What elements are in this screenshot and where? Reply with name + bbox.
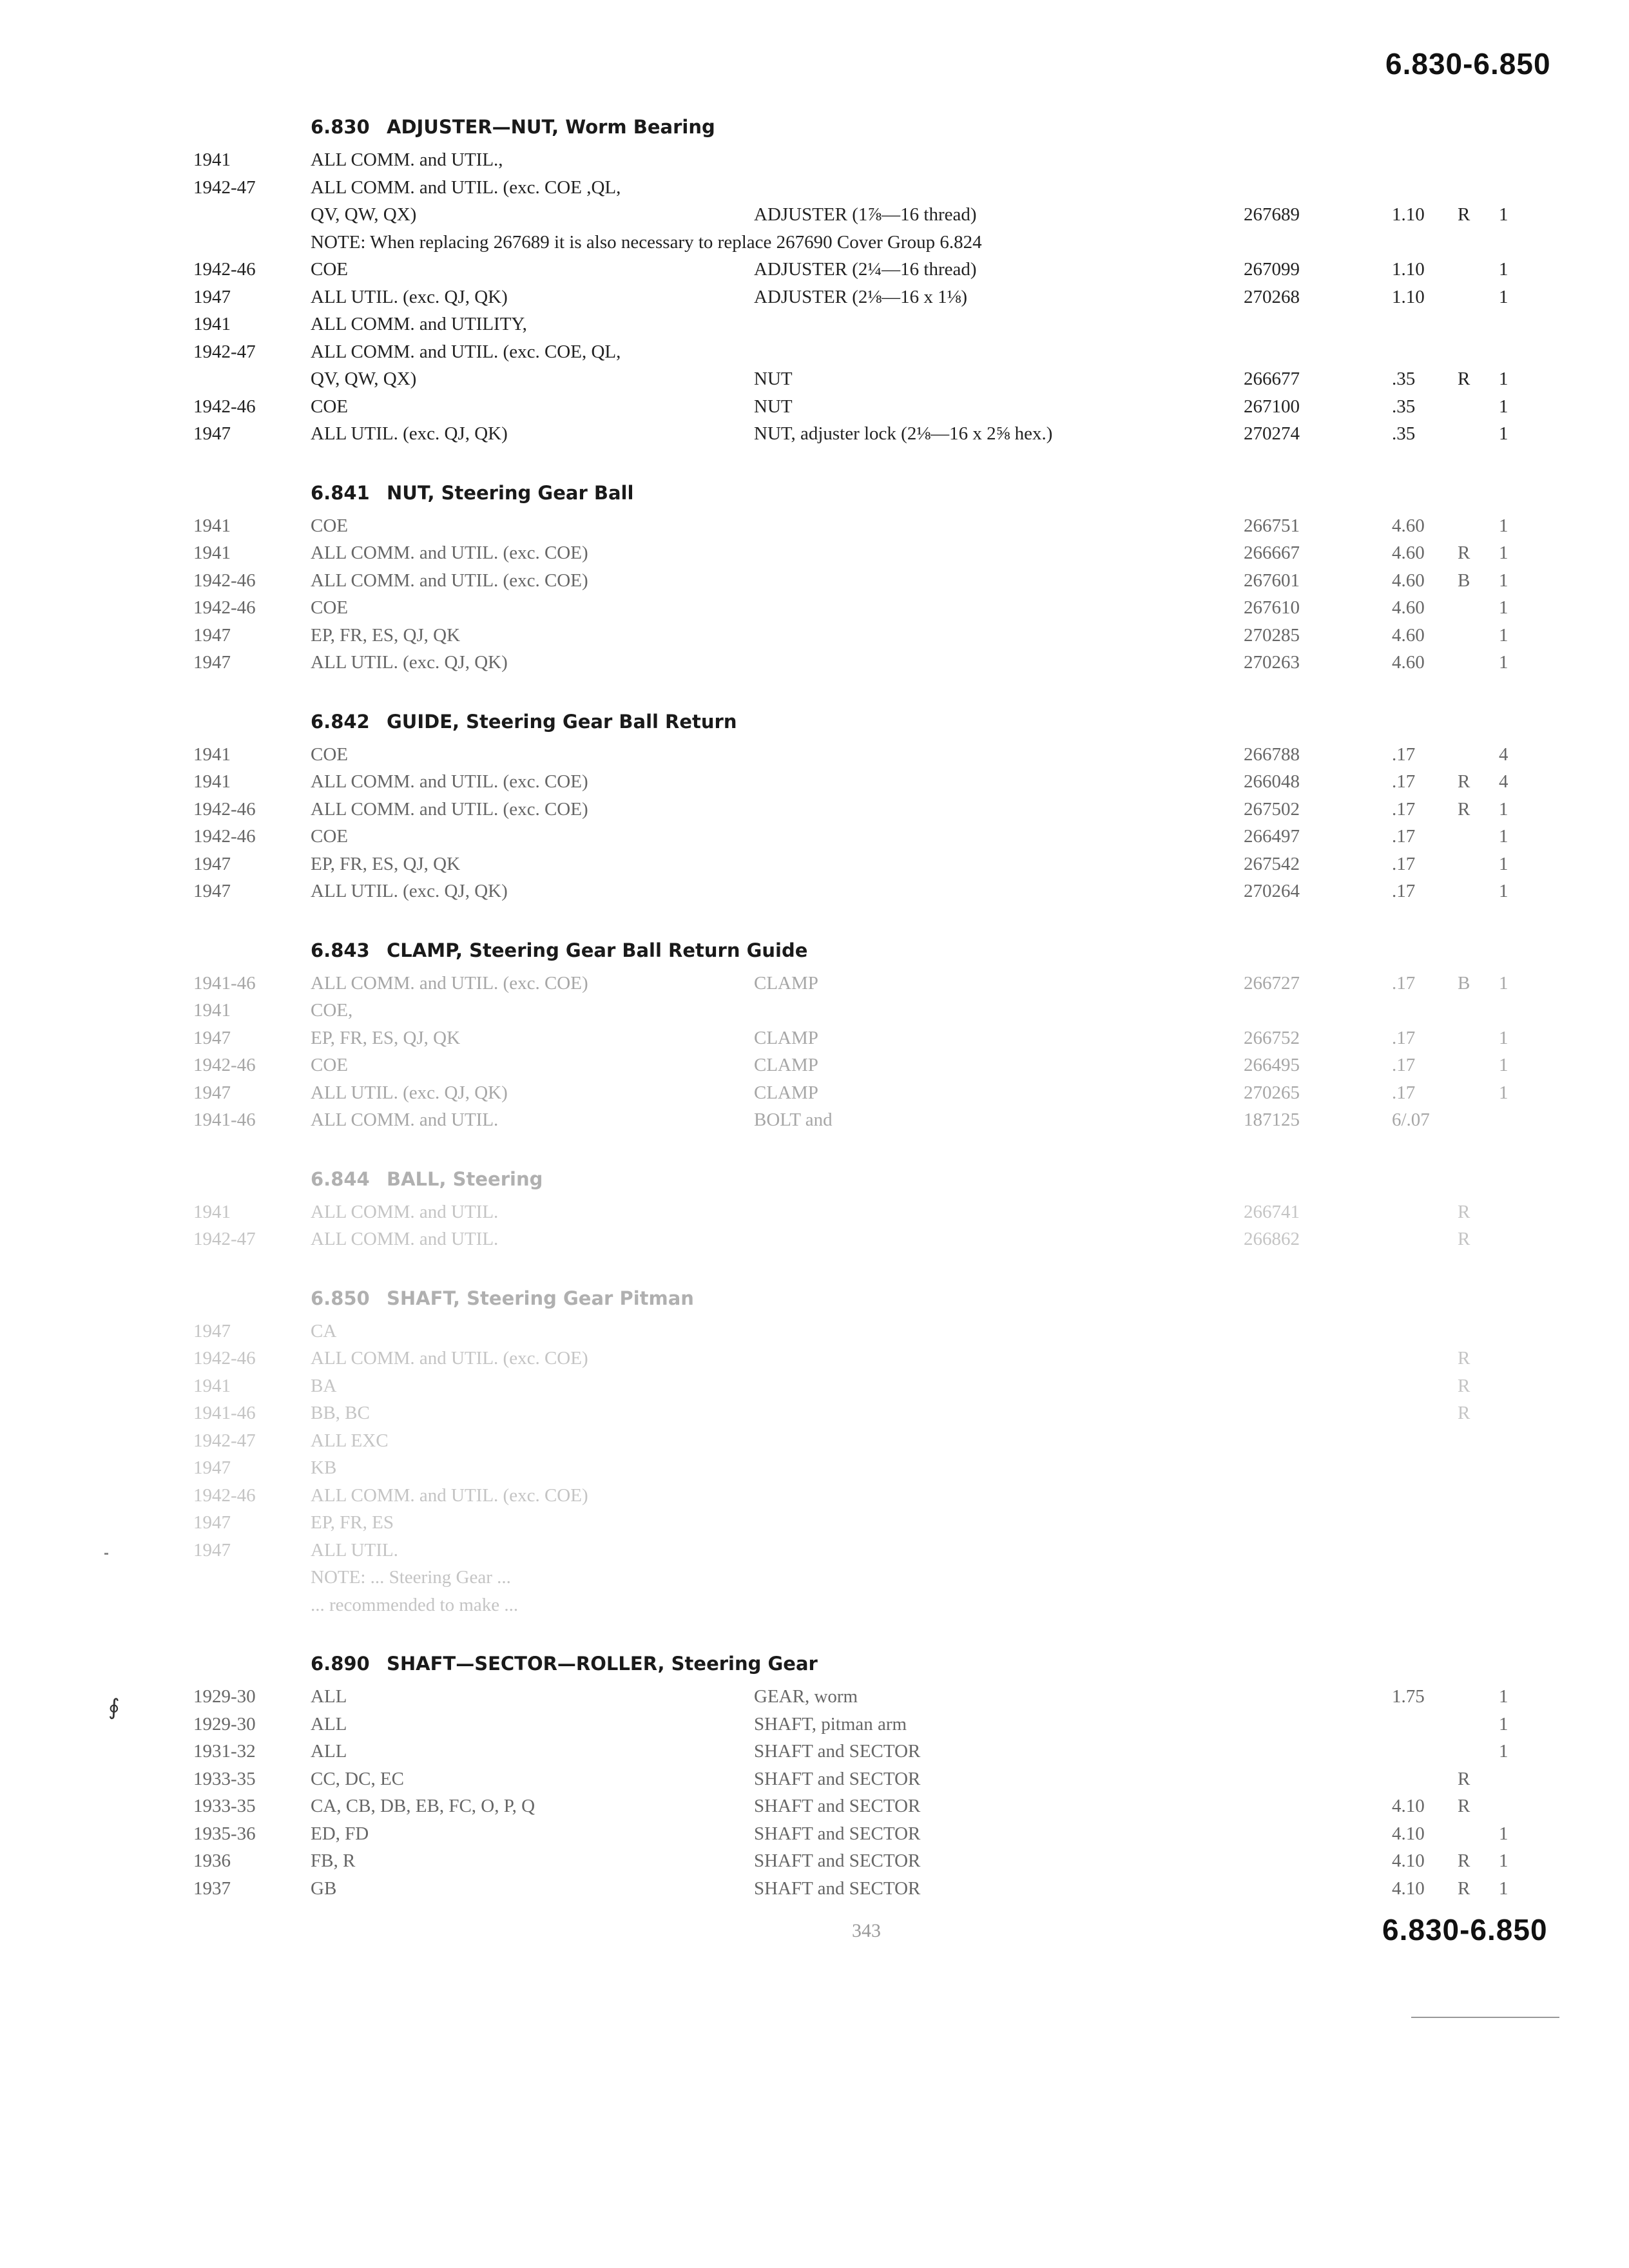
model-year: 1947: [193, 853, 231, 874]
status-flag: R: [1458, 1796, 1470, 1816]
corner-rule: [1411, 2017, 1559, 2018]
status-flag: R: [1458, 543, 1470, 563]
table-row: [193, 597, 1521, 625]
table-row: [193, 177, 1521, 205]
application: ALL COMM. and UTIL.: [311, 1229, 499, 1249]
part-description: CLAMP: [754, 972, 818, 994]
part-number: 266788: [1244, 744, 1300, 765]
quantity: 1: [1499, 1823, 1509, 1844]
list-price: 4.60: [1392, 652, 1425, 673]
part-description: SHAFT and SECTOR: [754, 1741, 921, 1762]
table-row: [193, 973, 1521, 1001]
model-year: 1942-46: [193, 570, 256, 591]
application: COE: [311, 744, 348, 765]
application: FB, R: [311, 1850, 356, 1871]
model-year: 1933-35: [193, 1768, 256, 1789]
table-row: [193, 1028, 1521, 1055]
table-row: [193, 1376, 1521, 1403]
model-year: 1942-46: [193, 1055, 256, 1075]
quantity: 1: [1499, 798, 1509, 820]
table-row: [193, 881, 1521, 908]
section-6-841: [193, 482, 1521, 680]
list-price: 4.60: [1392, 570, 1425, 591]
table-row: [193, 1348, 1521, 1376]
list-price: .35: [1392, 396, 1416, 417]
section-title: BALL, Steering: [387, 1168, 543, 1190]
model-year: 1947: [193, 1320, 231, 1341]
table-row: [193, 543, 1521, 570]
table-row: [193, 1110, 1521, 1137]
part-number: 267502: [1244, 798, 1300, 820]
table-row: [193, 1686, 1521, 1714]
list-price: .35: [1392, 423, 1416, 444]
part-description: ADJUSTER (1⅞—16 thread): [754, 204, 977, 225]
application: ALL COMM. and UTIL.: [311, 1110, 499, 1130]
application: ALL COMM. and UTIL. (exc. COE): [311, 1485, 588, 1506]
application: ALL COMM. and UTIL. (exc. COE): [311, 771, 588, 792]
application: ALL COMM. and UTIL.,: [311, 149, 503, 170]
list-price: 4.10: [1392, 1796, 1425, 1816]
model-year: 1947: [193, 652, 231, 673]
quantity: 1: [1499, 286, 1509, 307]
application: COE,: [311, 1000, 353, 1021]
section-heading: [311, 1287, 1521, 1321]
quantity: 1: [1499, 881, 1509, 901]
model-year: 1942-47: [193, 177, 256, 198]
status-flag: R: [1458, 798, 1470, 820]
part-number: 266862: [1244, 1229, 1300, 1249]
part-description: CLAMP: [754, 1082, 818, 1103]
part-number: 266741: [1244, 1201, 1300, 1222]
section-heading: [311, 711, 1521, 744]
quantity: 1: [1499, 1027, 1509, 1048]
model-year: 1941: [193, 744, 231, 765]
quantity: 1: [1499, 543, 1509, 563]
model-year: 1942-46: [193, 1485, 256, 1506]
section-heading: [311, 482, 1521, 515]
table-row: [193, 625, 1521, 653]
application: GB: [311, 1878, 337, 1899]
quantity: 1: [1499, 1878, 1509, 1899]
application: ALL UTIL. (exc. QJ, QK): [311, 652, 508, 673]
application: ALL UTIL. (exc. QJ, QK): [311, 286, 508, 307]
part-description: GEAR, worm: [754, 1686, 858, 1707]
table-row: [193, 570, 1521, 598]
application: QV, QW, QX): [311, 204, 417, 225]
part-number: 266727: [1244, 972, 1300, 994]
model-year: 1942-46: [193, 396, 256, 417]
status-flag: R: [1458, 369, 1470, 389]
application: ALL COMM. and UTILITY,: [311, 314, 527, 334]
application: ALL COMM. and UTIL. (exc. COE): [311, 972, 588, 994]
model-year: 1942-46: [193, 597, 256, 618]
model-year: 1947: [193, 1539, 231, 1561]
list-price: .17: [1392, 798, 1416, 820]
application: QV, QW, QX): [311, 369, 417, 389]
list-price: 1.75: [1392, 1686, 1425, 1707]
table-row: [193, 423, 1521, 451]
quantity: 1: [1499, 1055, 1509, 1075]
section-heading: [311, 116, 1521, 149]
application: ALL UTIL. (exc. QJ, QK): [311, 1082, 508, 1103]
part-number: 270264: [1244, 881, 1300, 901]
list-price: 4.60: [1392, 515, 1425, 536]
list-price: .17: [1392, 972, 1416, 994]
section-number: 6.843: [311, 939, 370, 961]
table-row: [193, 1796, 1521, 1823]
table-row: [193, 396, 1521, 424]
part-description: NUT: [754, 396, 793, 417]
model-year: 1942-46: [193, 798, 256, 820]
application: ALL COMM. and UTIL. (exc. COE): [311, 543, 588, 563]
status-flag: R: [1458, 1850, 1470, 1871]
model-year: 1929-30: [193, 1713, 256, 1735]
application: ALL: [311, 1713, 347, 1735]
model-year: 1941-46: [193, 972, 256, 994]
part-number: 187125: [1244, 1110, 1300, 1130]
table-row: [193, 341, 1521, 369]
table-row: [193, 1403, 1521, 1430]
table-row: [193, 1485, 1521, 1513]
part-description: NUT: [754, 369, 793, 389]
section-heading: [311, 1653, 1521, 1686]
model-year: 1947: [193, 286, 231, 307]
model-year: 1941-46: [193, 1403, 256, 1423]
part-number: 270285: [1244, 624, 1300, 646]
model-year: 1947: [193, 1512, 231, 1533]
quantity: 1: [1499, 1686, 1509, 1707]
model-year: 1942-46: [193, 1348, 256, 1369]
quantity: 1: [1499, 259, 1509, 280]
part-description: SHAFT and SECTOR: [754, 1768, 921, 1789]
quantity: 1: [1499, 396, 1509, 417]
table-row: [193, 1741, 1521, 1769]
section-number: 6.844: [311, 1168, 370, 1190]
part-number: 267099: [1244, 259, 1300, 280]
list-price: .17: [1392, 744, 1416, 765]
model-year: 1941: [193, 543, 231, 563]
part-description: SHAFT and SECTOR: [754, 1878, 921, 1899]
quantity: 1: [1499, 515, 1509, 536]
model-year: 1931-32: [193, 1741, 256, 1762]
part-number: 266048: [1244, 771, 1300, 792]
part-number: 270263: [1244, 652, 1300, 673]
section-6-842: [193, 711, 1521, 908]
model-year: 1941: [193, 1000, 231, 1021]
quantity: 1: [1499, 972, 1509, 994]
note-line: [193, 1595, 1521, 1622]
application: COE: [311, 259, 348, 280]
section-6-830: [193, 116, 1521, 451]
application: CC, DC, EC: [311, 1768, 405, 1789]
table-row: [193, 287, 1521, 314]
list-price: 1.10: [1392, 259, 1425, 280]
application: COE: [311, 597, 348, 618]
model-year: 1942-47: [193, 1430, 256, 1451]
application: ALL COMM. and UTIL. (exc. COE, QL,: [311, 341, 621, 362]
application: ALL COMM. and UTIL. (exc. COE ,QL,: [311, 177, 621, 198]
table-row: [193, 1082, 1521, 1110]
model-year: 1942-47: [193, 341, 256, 362]
application: ALL UTIL. (exc. QJ, QK): [311, 423, 508, 444]
table-row: [193, 369, 1521, 396]
model-year: 1935-36: [193, 1823, 256, 1844]
status-flag: R: [1458, 1229, 1470, 1249]
model-year: 1941: [193, 1201, 231, 1222]
quantity: 4: [1499, 771, 1509, 792]
list-price: .17: [1392, 1027, 1416, 1048]
application: EP, FR, ES, QJ, QK: [311, 853, 461, 874]
list-price: .17: [1392, 881, 1416, 901]
section-6-844: [193, 1168, 1521, 1256]
application: ALL COMM. and UTIL. (exc. COE): [311, 798, 588, 820]
application: ALL COMM. and UTIL. (exc. COE): [311, 1348, 588, 1369]
table-row: [193, 314, 1521, 341]
list-price: .17: [1392, 1055, 1416, 1075]
application: ALL UTIL.: [311, 1539, 398, 1561]
page-number: 343: [852, 1920, 881, 1941]
part-number: 266495: [1244, 1055, 1300, 1075]
table-row: [193, 259, 1521, 287]
table-row: [193, 744, 1521, 772]
part-number: 267542: [1244, 853, 1300, 874]
section-title: GUIDE, Steering Gear Ball Return: [387, 710, 737, 733]
model-year: 1929-30: [193, 1686, 256, 1707]
table-row: [193, 1229, 1521, 1256]
part-number: 267689: [1244, 204, 1300, 225]
part-number: 270274: [1244, 423, 1300, 444]
list-price: 4.10: [1392, 1850, 1425, 1871]
table-row: [193, 1714, 1521, 1742]
part-description: SHAFT and SECTOR: [754, 1796, 921, 1816]
part-number: 267610: [1244, 597, 1300, 618]
status-flag: R: [1458, 771, 1470, 792]
part-description: SHAFT, pitman arm: [754, 1713, 907, 1735]
table-row: [193, 1769, 1521, 1796]
list-price: .17: [1392, 853, 1416, 874]
table-row: [193, 1512, 1521, 1540]
model-year: 1941: [193, 515, 231, 536]
section-6-843: [193, 939, 1521, 1137]
quantity: 1: [1499, 853, 1509, 874]
table-row: [193, 1457, 1521, 1485]
part-description: BOLT and: [754, 1110, 833, 1130]
model-year: 1941: [193, 771, 231, 792]
status-flag: R: [1458, 1403, 1470, 1423]
application: COE: [311, 515, 348, 536]
part-number: 266667: [1244, 543, 1300, 563]
model-year: 1947: [193, 1457, 231, 1478]
part-description: ADJUSTER (2⅛—16 x 1⅛): [754, 286, 968, 307]
section-heading: [311, 939, 1521, 973]
list-price: 1.10: [1392, 286, 1425, 307]
quantity: 1: [1499, 1741, 1509, 1762]
list-price: 4.10: [1392, 1878, 1425, 1899]
quantity: 1: [1499, 624, 1509, 646]
quantity: 1: [1499, 1850, 1509, 1871]
table-row: [193, 771, 1521, 799]
table-row: [193, 854, 1521, 881]
table-row: [193, 149, 1521, 177]
application: COE: [311, 1055, 348, 1075]
quantity: 1: [1499, 204, 1509, 225]
note-text: NOTE: ... Steering Gear ...: [311, 1567, 511, 1588]
page-code-bottom: 6.830-6.850: [1382, 1913, 1548, 1946]
status-flag: R: [1458, 1768, 1470, 1789]
part-number: 266752: [1244, 1027, 1300, 1048]
model-year: 1942-46: [193, 826, 256, 847]
part-number: 266677: [1244, 369, 1300, 389]
application: COE: [311, 396, 348, 417]
application: BA: [311, 1375, 337, 1396]
model-year: 1941: [193, 149, 231, 170]
note-line: [193, 232, 1521, 260]
list-price: 6/.07: [1392, 1110, 1430, 1130]
table-row: [193, 1430, 1521, 1458]
part-description: NUT, adjuster lock (2⅛—16 x 2⅝ hex.): [754, 423, 1053, 444]
table-row: [193, 515, 1521, 543]
part-number: 267601: [1244, 570, 1300, 591]
note-text: ... recommended to make ...: [311, 1594, 519, 1615]
section-title: ADJUSTER—NUT, Worm Bearing: [387, 116, 715, 138]
part-number: 266751: [1244, 515, 1300, 536]
status-flag: R: [1458, 204, 1470, 225]
parts-catalog: [193, 116, 1521, 1936]
model-year: 1947: [193, 1082, 231, 1103]
part-number: 267100: [1244, 396, 1300, 417]
section-heading: [311, 1168, 1521, 1202]
table-row: [193, 826, 1521, 854]
list-price: .17: [1392, 826, 1416, 847]
part-number: 270268: [1244, 286, 1300, 307]
status-flag: R: [1458, 1878, 1470, 1899]
part-description: ADJUSTER (2¼—16 thread): [754, 259, 977, 280]
application: COE: [311, 826, 348, 847]
status-flag: R: [1458, 1348, 1470, 1369]
quantity: 1: [1499, 570, 1509, 591]
section-6-890: [193, 1653, 1521, 1905]
table-row: [193, 204, 1521, 232]
table-row: [193, 1000, 1521, 1028]
section-6-850: [193, 1287, 1521, 1622]
list-price: .17: [1392, 771, 1416, 792]
list-price: 4.60: [1392, 624, 1425, 646]
scan-speck: [104, 1553, 108, 1555]
application: KB: [311, 1457, 337, 1478]
application: EP, FR, ES, QJ, QK: [311, 624, 461, 646]
application: CA: [311, 1320, 337, 1341]
table-row: [193, 1878, 1521, 1906]
list-price: 4.60: [1392, 597, 1425, 618]
status-flag: B: [1458, 570, 1470, 591]
margin-mark: ∮: [108, 1696, 120, 1720]
application: ALL: [311, 1686, 347, 1707]
application: EP, FR, ES, QJ, QK: [311, 1027, 461, 1048]
section-title: CLAMP, Steering Gear Ball Return Guide: [387, 939, 808, 961]
quantity: 1: [1499, 826, 1509, 847]
application: ALL EXC: [311, 1430, 389, 1451]
model-year: 1936: [193, 1850, 231, 1871]
status-flag: R: [1458, 1201, 1470, 1222]
model-year: 1947: [193, 881, 231, 901]
quantity: 1: [1499, 369, 1509, 389]
quantity: 1: [1499, 423, 1509, 444]
note-line: [193, 1567, 1521, 1595]
quantity: 1: [1499, 597, 1509, 618]
model-year: 1937: [193, 1878, 231, 1899]
part-description: SHAFT and SECTOR: [754, 1850, 921, 1871]
model-year: 1941-46: [193, 1110, 256, 1130]
application: ALL COMM. and UTIL.: [311, 1201, 499, 1222]
section-number: 6.841: [311, 481, 370, 504]
part-description: CLAMP: [754, 1055, 818, 1075]
section-number: 6.830: [311, 116, 370, 138]
model-year: 1947: [193, 423, 231, 444]
model-year: 1942-47: [193, 1229, 256, 1249]
status-flag: B: [1458, 972, 1470, 994]
table-row: [193, 1850, 1521, 1878]
list-price: 1.10: [1392, 204, 1425, 225]
application: ALL: [311, 1741, 347, 1762]
section-number: 6.842: [311, 710, 370, 733]
quantity: 1: [1499, 652, 1509, 673]
list-price: 4.60: [1392, 543, 1425, 563]
model-year: 1941: [193, 1375, 231, 1396]
model-year: 1933-35: [193, 1796, 256, 1816]
list-price: 4.10: [1392, 1823, 1425, 1844]
section-title: SHAFT, Steering Gear Pitman: [387, 1287, 694, 1309]
quantity: 1: [1499, 1713, 1509, 1735]
application: CA, CB, DB, EB, FC, O, P, Q: [311, 1796, 535, 1816]
table-row: [193, 1202, 1521, 1229]
table-row: [193, 1540, 1521, 1568]
section-title: SHAFT—SECTOR—ROLLER, Steering Gear: [387, 1653, 818, 1675]
part-description: SHAFT and SECTOR: [754, 1823, 921, 1844]
model-year: 1947: [193, 1027, 231, 1048]
model-year: 1947: [193, 624, 231, 646]
table-row: [193, 1055, 1521, 1082]
part-number: 266497: [1244, 826, 1300, 847]
page-code-top: 6.830-6.850: [1385, 47, 1551, 81]
note-text: NOTE: When replacing 267689 it is also necessary to replace 267690 Cover Group 6.824: [311, 231, 982, 253]
table-row: [193, 652, 1521, 680]
part-number: 270265: [1244, 1082, 1300, 1103]
list-price: .35: [1392, 369, 1416, 389]
application: BB, BC: [311, 1403, 370, 1423]
list-price: .17: [1392, 1082, 1416, 1103]
section-title: NUT, Steering Gear Ball: [387, 481, 634, 504]
application: ALL COMM. and UTIL. (exc. COE): [311, 570, 588, 591]
section-number: 6.890: [311, 1653, 370, 1675]
section-number: 6.850: [311, 1287, 370, 1309]
application: ED, FD: [311, 1823, 369, 1844]
model-year: 1941: [193, 314, 231, 334]
quantity: 1: [1499, 1082, 1509, 1103]
table-row: [193, 799, 1521, 827]
table-row: [193, 1321, 1521, 1349]
model-year: 1942-46: [193, 259, 256, 280]
application: EP, FR, ES: [311, 1512, 394, 1533]
table-row: [193, 1823, 1521, 1851]
status-flag: R: [1458, 1375, 1470, 1396]
application: ALL UTIL. (exc. QJ, QK): [311, 881, 508, 901]
part-description: CLAMP: [754, 1027, 818, 1048]
quantity: 4: [1499, 744, 1509, 765]
